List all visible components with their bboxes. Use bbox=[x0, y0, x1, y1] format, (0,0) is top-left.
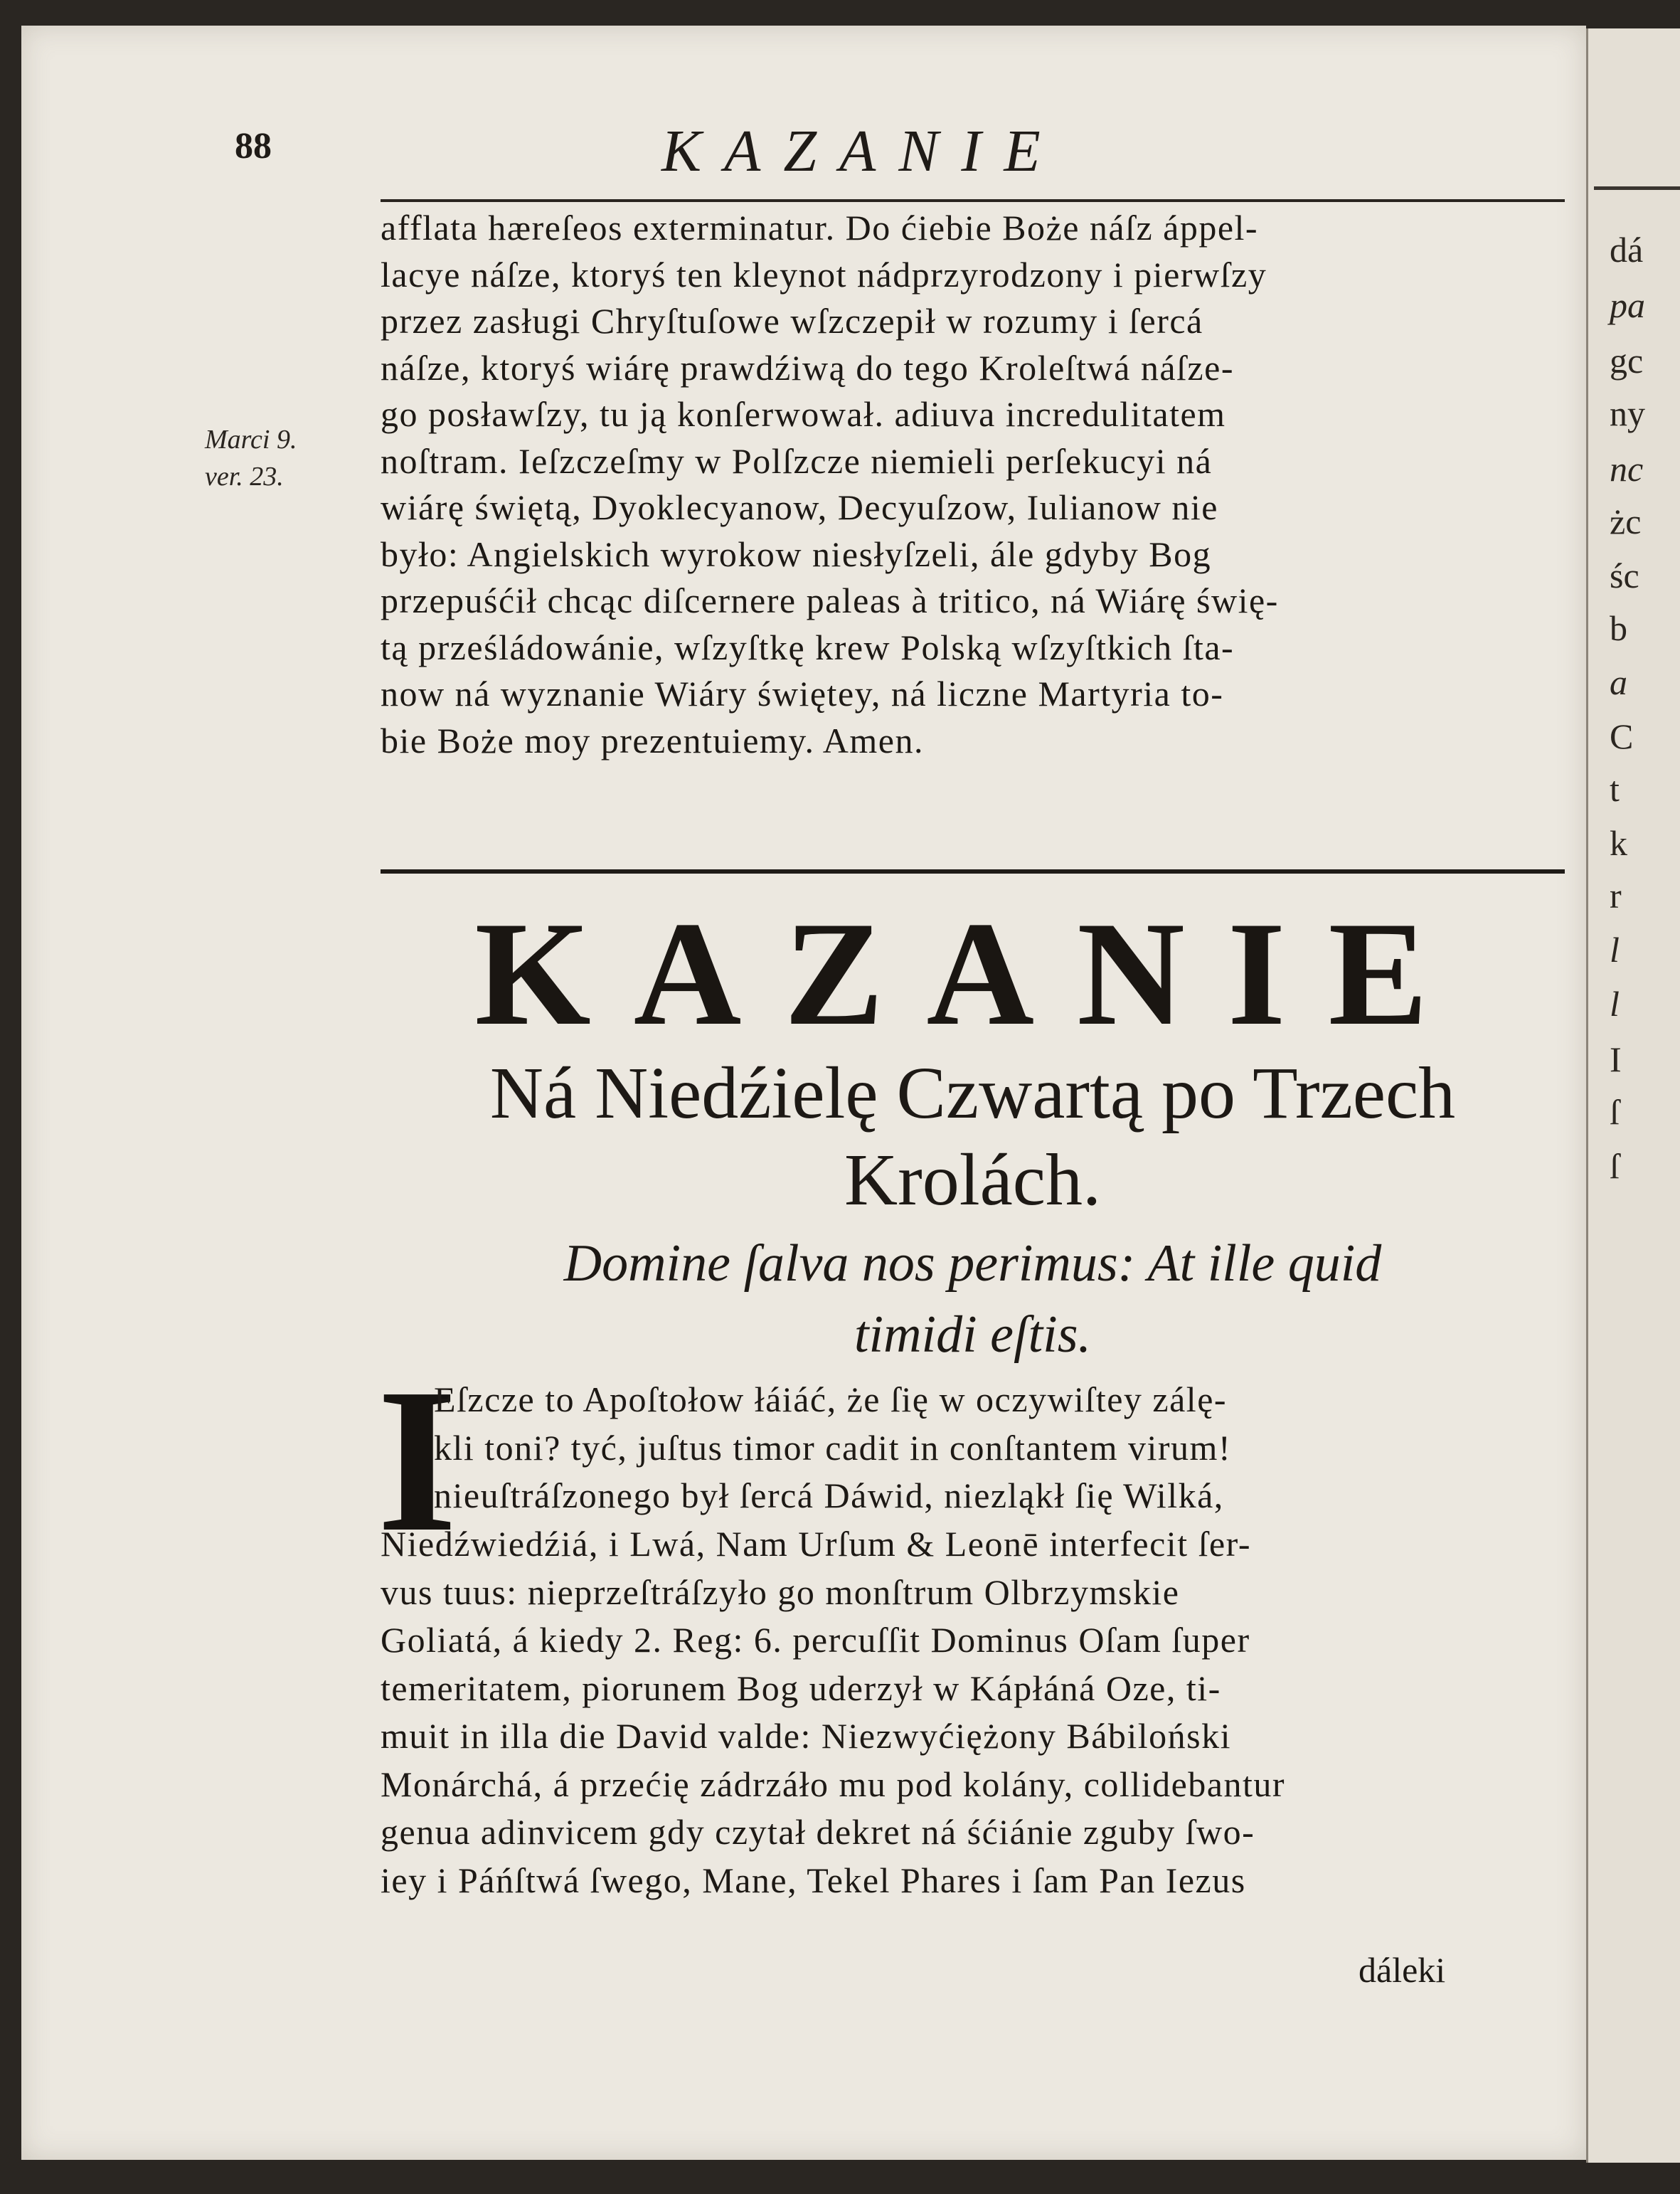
adjacent-fragment: C bbox=[1610, 716, 1634, 756]
running-title: KAZANIE bbox=[661, 118, 1063, 184]
adjacent-page-edge bbox=[1586, 28, 1680, 2163]
subtitle-line: Krolách. bbox=[844, 1139, 1101, 1221]
section-divider bbox=[381, 869, 1565, 874]
adjacent-fragment: l bbox=[1610, 984, 1620, 1024]
page-number: 88 bbox=[235, 126, 272, 166]
text-line: Goliatá, á kiedy 2. Reg: 6. percuſſit Dominus Oſam ſuper bbox=[381, 1620, 1250, 1660]
scripture-motto bbox=[381, 1228, 1565, 1370]
sermon-title: KAZANIE bbox=[474, 891, 1471, 1056]
text-line: Monárchá, á przećię zádrzáło mu pod kolány, collidebantur bbox=[381, 1764, 1286, 1804]
adjacent-fragment: nc bbox=[1610, 449, 1644, 489]
text-line: Eſzcze to Apoſtołow łáiáć, że ſię w oczywiſtey zálę- bbox=[434, 1379, 1228, 1419]
adjacent-fragment: ny bbox=[1610, 393, 1645, 433]
adjacent-fragment: k bbox=[1610, 823, 1627, 863]
adjacent-fragment: I bbox=[1610, 1039, 1622, 1079]
text-line: now ná wyznanie Wiáry świętey, ná liczne Martyria to- bbox=[381, 674, 1224, 714]
adjacent-fragment: gc bbox=[1610, 341, 1644, 381]
adjacent-fragment: ſ bbox=[1610, 1092, 1620, 1132]
text-line: genua adinvicem gdy czytał dekret ná śćiánie zguby ſwo- bbox=[381, 1812, 1255, 1852]
adjacent-fragment: śc bbox=[1610, 556, 1639, 595]
text-line: tą prześládowánie, wſzyſtkę krew Polską wſzyſtkich ſta- bbox=[381, 627, 1235, 667]
text-line: było: Angielskich wyrokow niesłyſzeli, ále gdyby Bog bbox=[381, 534, 1212, 574]
subtitle-line: Ná Niedźielę Czwartą po Trzech bbox=[489, 1052, 1456, 1134]
adjacent-fragment: pa bbox=[1610, 285, 1645, 325]
text-line: Niedźwiedźiá, i Lwá, Nam Urſum & Leonē interfecit ſer- bbox=[381, 1524, 1251, 1564]
text-line: go posławſzy, tu ją konſerwował. adiuva incredulitatem bbox=[381, 394, 1226, 434]
drop-cap: I bbox=[377, 1346, 457, 1574]
text-line: nieuſtráſzonego był ſercá Dáwid, niezląkł ſię Wilká, bbox=[434, 1475, 1224, 1515]
text-line: iey i Páńſtwá ſwego, Mane, Tekel Phares i ſam Pan Iezus bbox=[381, 1860, 1246, 1900]
adjacent-fragment: r bbox=[1610, 876, 1622, 916]
margin-note-line: Marci 9. bbox=[205, 425, 297, 455]
margin-note bbox=[205, 421, 297, 495]
adjacent-fragment: dá bbox=[1610, 230, 1644, 270]
opening-paragraph bbox=[381, 1520, 1565, 1904]
text-line: bie Boże moy prezentuiemy. Amen. bbox=[381, 720, 924, 761]
adjacent-fragment: a bbox=[1610, 662, 1627, 702]
text-line: lacye náſze, ktoryś ten kleynot nádprzyrodzony i pierwſzy bbox=[381, 254, 1267, 295]
text-line: kli toni? tyć, juſtus timor cadit in conſtantem virum! bbox=[434, 1427, 1232, 1468]
sermon-subtitle bbox=[363, 1050, 1583, 1224]
header-rule bbox=[381, 199, 1565, 202]
text-line: temeritatem, piorunem Bog uderzył w Kápłáná Oze, ti- bbox=[381, 1668, 1221, 1708]
text-line: wiárę świętą, Dyoklecyanow, Decyuſzow, Iulianow nie bbox=[381, 487, 1218, 527]
adjacent-fragment: ſ bbox=[1610, 1146, 1620, 1186]
closing-paragraph bbox=[381, 205, 1565, 764]
opening-paragraph-indented bbox=[434, 1376, 1565, 1520]
text-line: vus tuus: nieprzeſtráſzyło go monſtrum Olbrzymskie bbox=[381, 1572, 1180, 1612]
book-page bbox=[21, 26, 1586, 2160]
adjacent-page-rule bbox=[1594, 186, 1680, 190]
text-line: muit in illa die David valde: Niezwyćiężony Bábiloński bbox=[381, 1716, 1232, 1756]
text-line: afflata hæreſeos exterminatur. Do ćiebie Boże náſz áppel- bbox=[381, 208, 1259, 248]
text-line: przepuśćił chcąc diſcernere paleas à tritico, ná Wiárę świę- bbox=[381, 581, 1279, 620]
adjacent-fragment: b bbox=[1610, 608, 1627, 648]
motto-line: Domine ſalva nos perimus: At ille quid bbox=[563, 1234, 1382, 1293]
text-line: przez zasługi Chryſtuſowe wſzczepił w rozumy i ſercá bbox=[381, 301, 1203, 341]
motto-line: timidi eſtis. bbox=[854, 1305, 1091, 1364]
margin-note-line: ver. 23. bbox=[205, 462, 284, 492]
catchword: dáleki bbox=[1359, 1950, 1446, 1990]
text-line: náſze, ktoryś wiárę prawdźiwą do tego Kroleſtwá náſze- bbox=[381, 347, 1234, 388]
adjacent-fragment: żc bbox=[1610, 502, 1642, 541]
text-line: noſtram. Ieſzczeſmy w Polſzcze niemieli perſekucyi ná bbox=[381, 440, 1213, 481]
adjacent-fragment: l bbox=[1610, 930, 1620, 970]
adjacent-fragment: t bbox=[1610, 769, 1620, 809]
